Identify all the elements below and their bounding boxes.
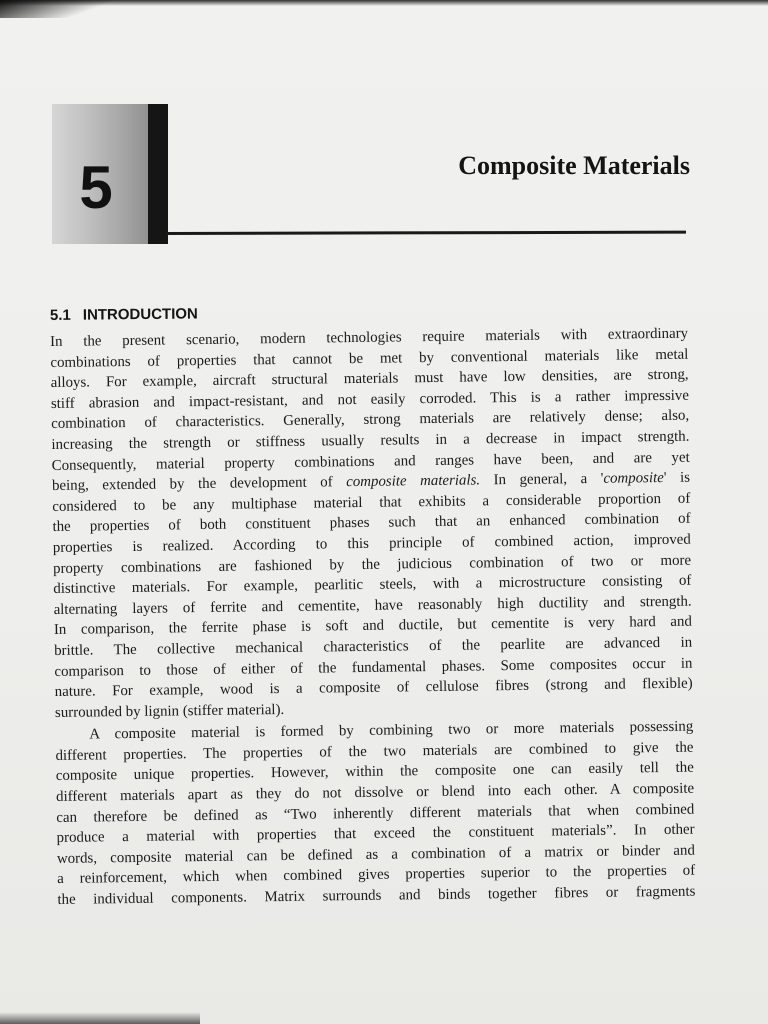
section-heading	[50, 304, 198, 326]
text-line: In the present scenario, modern technologies require materials with extraordinary	[50, 325, 689, 350]
page-bottom-shadow	[0, 1012, 200, 1024]
text-line: composite unique properties. However, within the composite one can easily tell the	[55, 760, 694, 785]
text-line: alloys. For example, aircraft structural materials must have low densities, are strong,	[50, 366, 689, 392]
body-text	[50, 324, 696, 911]
section-title: INTRODUCTION	[82, 305, 198, 324]
text-line: surrounded by lignin (stiffer material).	[54, 701, 285, 721]
text-line: Consequently, material property combinations and ranges have been, and are yet	[51, 449, 690, 474]
text-run: being, extended by the development of	[51, 474, 347, 495]
text-line: words, composite material can be defined as a combination of a matrix or binder and	[56, 842, 695, 867]
text-line: comparison to those of either of the fundamental phases. Some composites occur in	[54, 655, 693, 680]
paragraph-introduction	[50, 324, 693, 724]
page-corner-shadow	[0, 0, 120, 18]
text-line: nature. For example, wood is a composite of cellulose fibres (strong and flexible)	[54, 675, 693, 701]
paragraph-definition	[55, 717, 695, 911]
text-line: the properties of both constituent phases such that an enhanced combination of	[52, 510, 691, 536]
text-line: produce a material with properties that exceed the constituent materials”. In other	[56, 821, 695, 847]
text-line: different properties. The properties of the two materials are combined to give the	[55, 739, 694, 764]
text-run: In general, a '	[479, 470, 604, 489]
text-line: considered to be any multiphase material that exhibits a considerable proportion of	[52, 490, 691, 515]
text-line: alternating layers of ferrite and cementite, have reasonably high ductility and strength.	[53, 593, 692, 618]
text-line: distinctive materials. For example, pearlitic steels, with a microstructure consisting of	[53, 572, 692, 598]
text-line: A composite material is formed by combining two or more materials possessing	[89, 718, 694, 743]
chapter-accent-bar	[148, 104, 168, 244]
text-line: stiff abrasion and impact-resistant, and not easily corroded. This is a rather impressive	[50, 387, 689, 412]
text-line: property combinations are fashioned by the judicious combination of two or more	[52, 552, 692, 577]
text-line: properties is realized. According to this principle of combined action, improved	[52, 531, 691, 556]
text-line: the individual components. Matrix surrounds and binds together fibres or fragments	[57, 883, 696, 908]
text-line: increasing the strength or stiffness usually results in a decrease in impact strength.	[51, 428, 690, 453]
text-line: brittle. The collective mechanical characteristics of the pearlite are advanced in	[54, 634, 693, 659]
text-line: combination of characteristics. Generally, strong materials are relatively dense; also,	[51, 408, 690, 433]
emphasis-term: composite materials.	[346, 472, 481, 491]
chapter-title: Composite Materials	[458, 151, 690, 180]
chapter-number: 5	[79, 154, 113, 221]
emphasis-term: composite	[603, 470, 664, 487]
text-line: can therefore be defined as “Two inherently different materials that when combined	[56, 801, 695, 826]
text-line: a reinforcement, which when combined gives properties superior to the properties of	[57, 863, 696, 888]
text-line: In comparison, the ferrite phase is soft and ductile, but cementite is very hard and	[53, 613, 692, 639]
section-number: 5.1	[49, 306, 71, 324]
text-line: different materials apart as they do not dissolve or blend into each other. A composite	[55, 780, 695, 806]
chapter-divider	[166, 231, 686, 235]
text-line: combinations of properties that cannot be met by conventional materials like metal	[50, 346, 689, 371]
text-run: ' is	[663, 469, 691, 487]
